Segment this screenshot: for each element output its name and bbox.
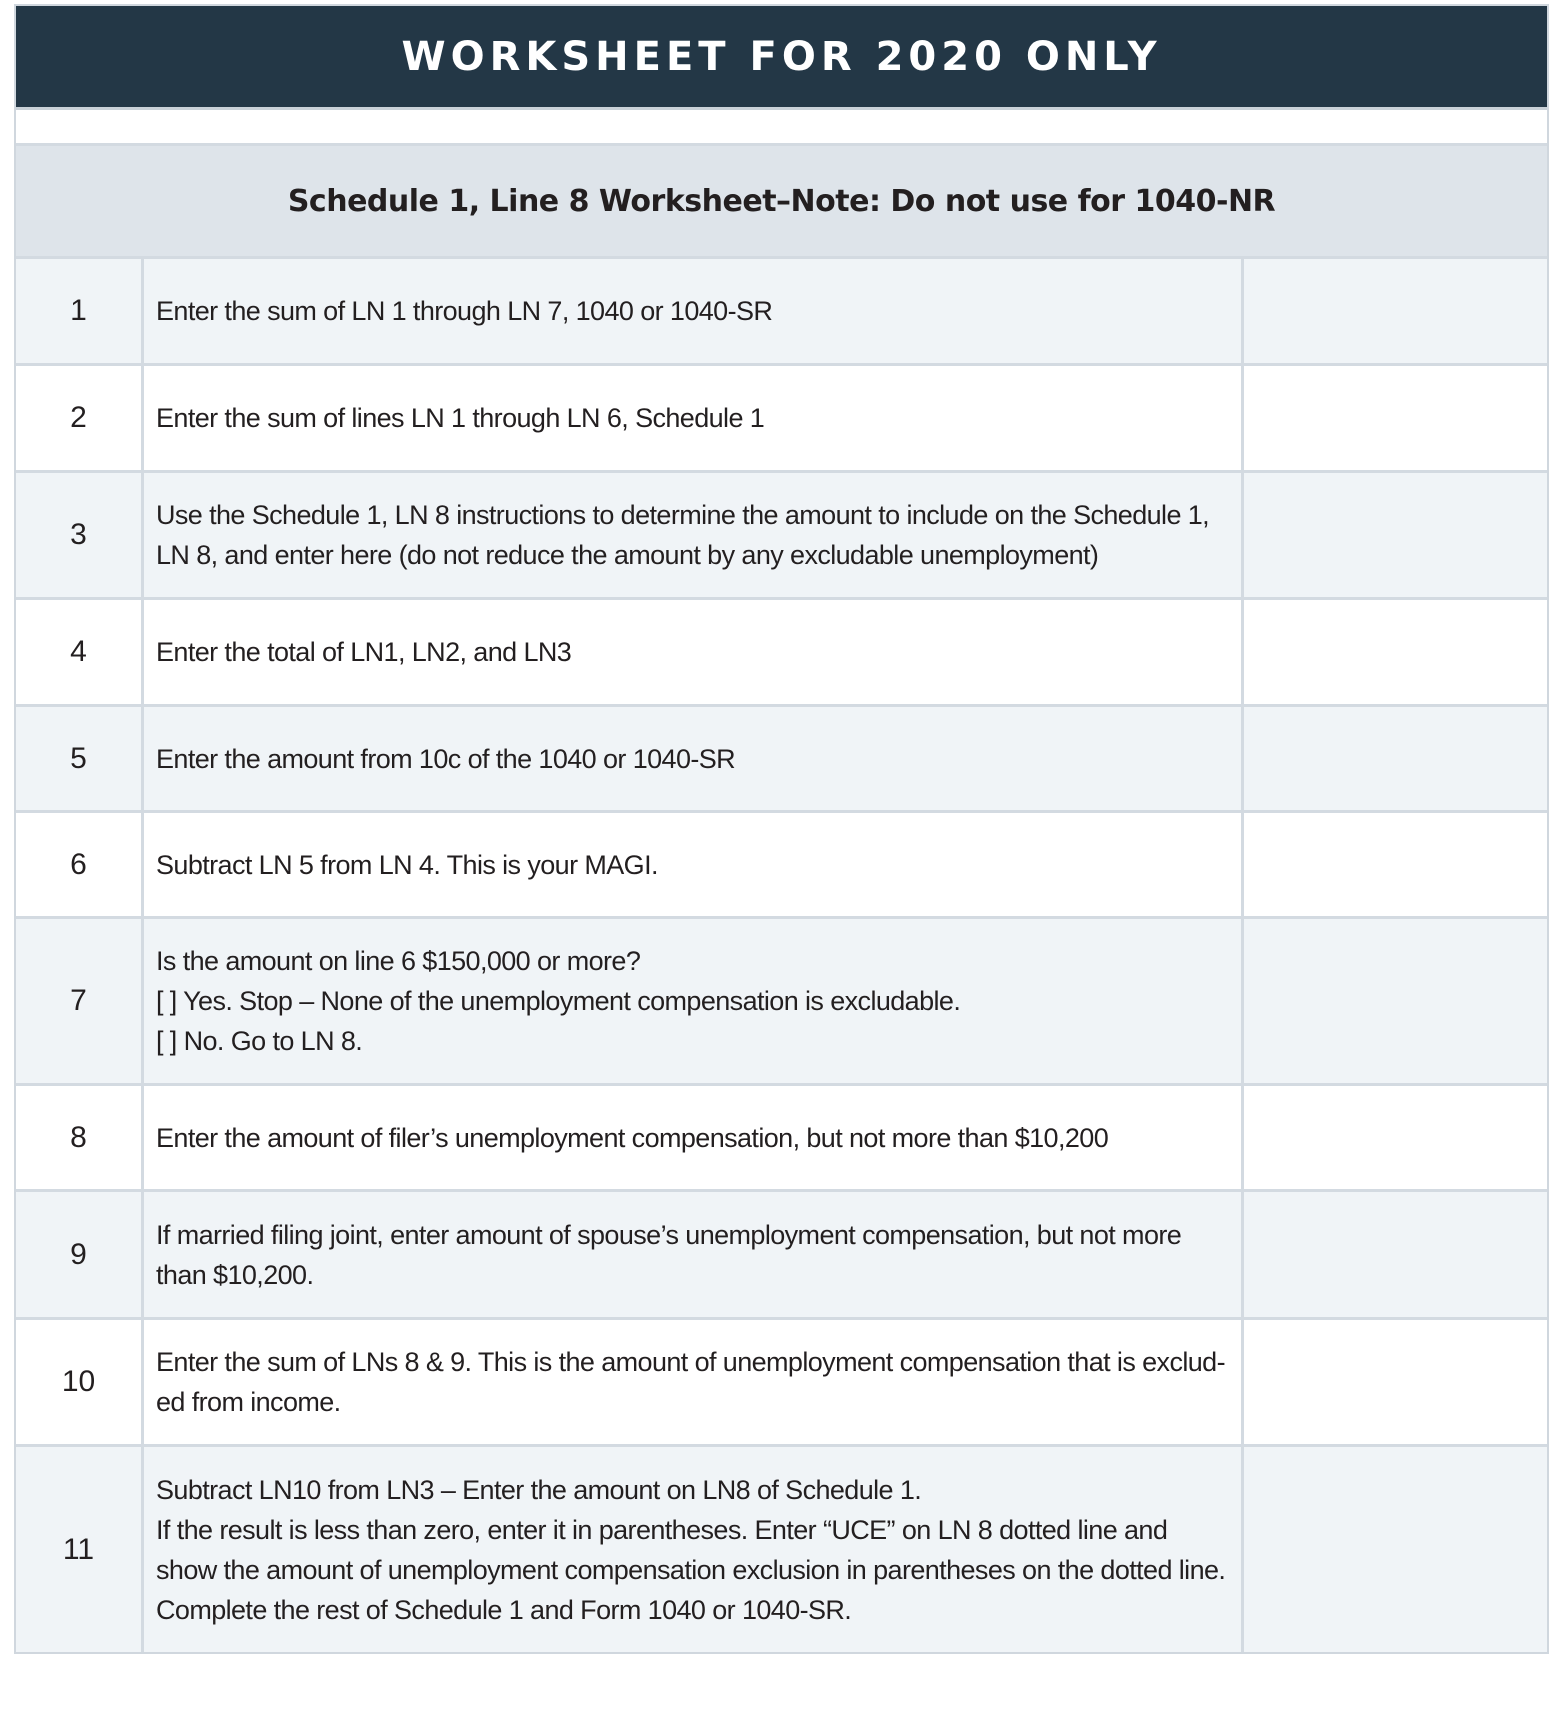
description-text: Subtract LN 5 from LN 4. This is your MAGI. [156, 849, 658, 880]
amount-cell[interactable] [1244, 813, 1547, 916]
description-text: Enter the sum of LNs 8 & 9. This is the amount of unemployment compensation that is exclud- [156, 1347, 1225, 1377]
subheader [16, 146, 1547, 259]
line-description [144, 1192, 1244, 1317]
description-text: Subtract LN10 from LN3 – Enter the amount on LN8 of Schedule 1. [156, 1474, 922, 1505]
description-text: Enter the amount of filer’s unemployment compensation, but not more than $10,200 [156, 1122, 1109, 1153]
description-text: Enter the sum of LN 1 through LN 7, 1040 or 1040-SR [156, 296, 773, 326]
table-row [16, 366, 1547, 473]
line-number: 11 [16, 1447, 144, 1652]
description-text: Complete the rest of Schedule 1 and Form 1040 or 1040-SR. [156, 1594, 852, 1625]
title-bar [16, 6, 1547, 110]
line-number: 10 [16, 1320, 144, 1444]
line-number: 2 [16, 366, 144, 470]
description-text: If married filing joint, enter amount of spouse’s unemployment compensation, but not more [156, 1219, 1182, 1250]
table-row [16, 1192, 1547, 1320]
description-text: Enter the sum of lines LN 1 through LN 6, Schedule 1 [156, 403, 765, 433]
line-description [144, 707, 1244, 810]
checkbox-option-no[interactable]: [ ] No. Go to LN 8. [156, 1026, 363, 1056]
amount-cell[interactable] [1244, 473, 1547, 597]
line-number: 7 [16, 919, 144, 1083]
description-text: LN 8, and enter here (do not reduce the amount by any excludable unemployment) [156, 540, 1099, 570]
table-row [16, 1320, 1547, 1447]
table-row [16, 707, 1547, 813]
amount-cell[interactable] [1244, 1192, 1547, 1317]
spacer-band [16, 110, 1547, 146]
description-text: Enter the total of LN1, LN2, and LN3 [156, 637, 572, 667]
description-text: If the result is less than zero, enter it in parentheses. Enter “UCE” on LN 8 dotted line and [156, 1514, 1168, 1545]
line-number: 8 [16, 1086, 144, 1189]
amount-cell[interactable] [1244, 600, 1547, 704]
description-text: Use the Schedule 1, LN 8 instructions to determine the amount to include on the Schedule 1, [156, 500, 1210, 530]
line-number: 3 [16, 473, 144, 597]
line-description [144, 813, 1244, 916]
amount-cell[interactable] [1244, 1447, 1547, 1652]
table-row [16, 919, 1547, 1086]
checkbox-option-yes[interactable]: [ ] Yes. Stop – None of the unemployment compensation is excludable. [156, 986, 961, 1016]
table-row [16, 259, 1547, 366]
line-description [144, 600, 1244, 704]
line-number: 6 [16, 813, 144, 916]
worksheet-table [14, 4, 1549, 1654]
amount-cell[interactable] [1244, 1320, 1547, 1444]
description-text: Enter the amount from 10c of the 1040 or 1040-SR [156, 743, 736, 774]
table-row [16, 473, 1547, 600]
line-description [144, 473, 1244, 597]
line-description [144, 1447, 1244, 1652]
line-number: 1 [16, 259, 144, 363]
line-description [144, 259, 1244, 363]
line-description [144, 1086, 1244, 1189]
table-row [16, 1086, 1547, 1192]
description-text: than $10,200. [156, 1259, 314, 1290]
line-number: 4 [16, 600, 144, 704]
line-number: 9 [16, 1192, 144, 1317]
table-row [16, 600, 1547, 707]
amount-cell[interactable] [1244, 366, 1547, 470]
amount-cell[interactable] [1244, 707, 1547, 810]
worksheet-title: WORKSHEET FOR 2020 ONLY [401, 33, 1162, 80]
table-row [16, 813, 1547, 919]
description-text: ed from income. [156, 1387, 341, 1417]
amount-cell[interactable] [1244, 259, 1547, 363]
description-text: Is the amount on line 6 $150,000 or more? [156, 946, 641, 976]
line-description [144, 919, 1244, 1083]
line-description [144, 1320, 1244, 1444]
amount-cell[interactable] [1244, 919, 1547, 1083]
description-text: show the amount of unemployment compensation exclusion in parentheses on the dotted line. [156, 1554, 1226, 1585]
worksheet-subtitle: Schedule 1, Line 8 Worksheet–Note: Do not use for 1040-NR [287, 183, 1276, 219]
table-row [16, 1447, 1547, 1652]
amount-cell[interactable] [1244, 1086, 1547, 1189]
line-description [144, 366, 1244, 470]
line-number: 5 [16, 707, 144, 810]
